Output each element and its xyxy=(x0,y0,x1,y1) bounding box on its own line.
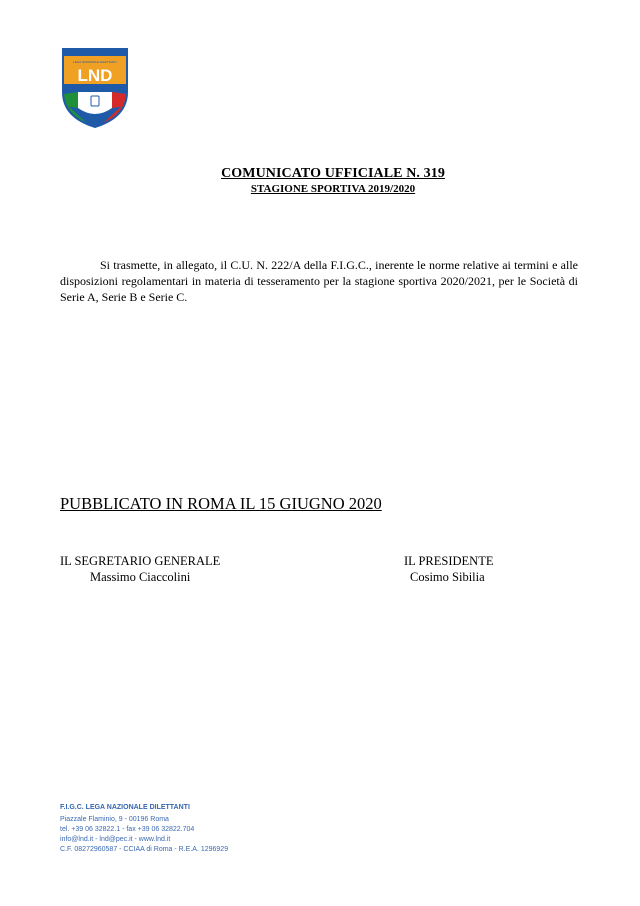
footer-phone: tel. +39 06 32822.1 - fax +39 06 32822.704 xyxy=(60,826,195,833)
footer xyxy=(60,803,228,855)
signature-left xyxy=(60,553,220,585)
logo-text: LND xyxy=(77,66,113,85)
footer-tax: C.F. 08272960587 - CCIAA di Roma - R.E.A. 1296929 xyxy=(60,846,229,853)
signature-left-role: IL SEGRETARIO GENERALE xyxy=(60,554,221,568)
lnd-logo xyxy=(60,46,130,128)
logo-subtext: LEGA NAZIONALE DILETTANTI xyxy=(73,60,117,64)
signature-right-role: IL PRESIDENTE xyxy=(404,554,494,568)
document-title: COMUNICATO UFFICIALE N. 319 xyxy=(221,166,445,181)
body-paragraph: Si trasmette, in allegato, il C.U. N. 222/A della F.I.G.C., inerente le norme relative ai termini e alle disposizioni regolamentari in materia di tesseramento per la stagione sportiva 2020/2021, per le Società di Serie A, Serie B e Serie C. xyxy=(60,258,578,304)
signature-left-name: Massimo Ciaccolini xyxy=(90,570,191,584)
document-subtitle: STAGIONE SPORTIVA 2019/2020 xyxy=(250,183,416,195)
signature-right xyxy=(404,553,493,585)
document-header xyxy=(0,166,640,195)
signature-right-name: Cosimo Sibilia xyxy=(410,570,485,584)
footer-address: Piazzale Flaminio, 9 - 00196 Roma xyxy=(60,816,169,823)
publication-line: PUBBLICATO IN ROMA IL 15 GIUGNO 2020 xyxy=(60,494,382,513)
footer-email: info@lnd.it - lnd@pec.it - www.lnd.it xyxy=(60,836,171,843)
footer-org: F.I.G.C. LEGA NAZIONALE DILETTANTI xyxy=(60,804,190,811)
